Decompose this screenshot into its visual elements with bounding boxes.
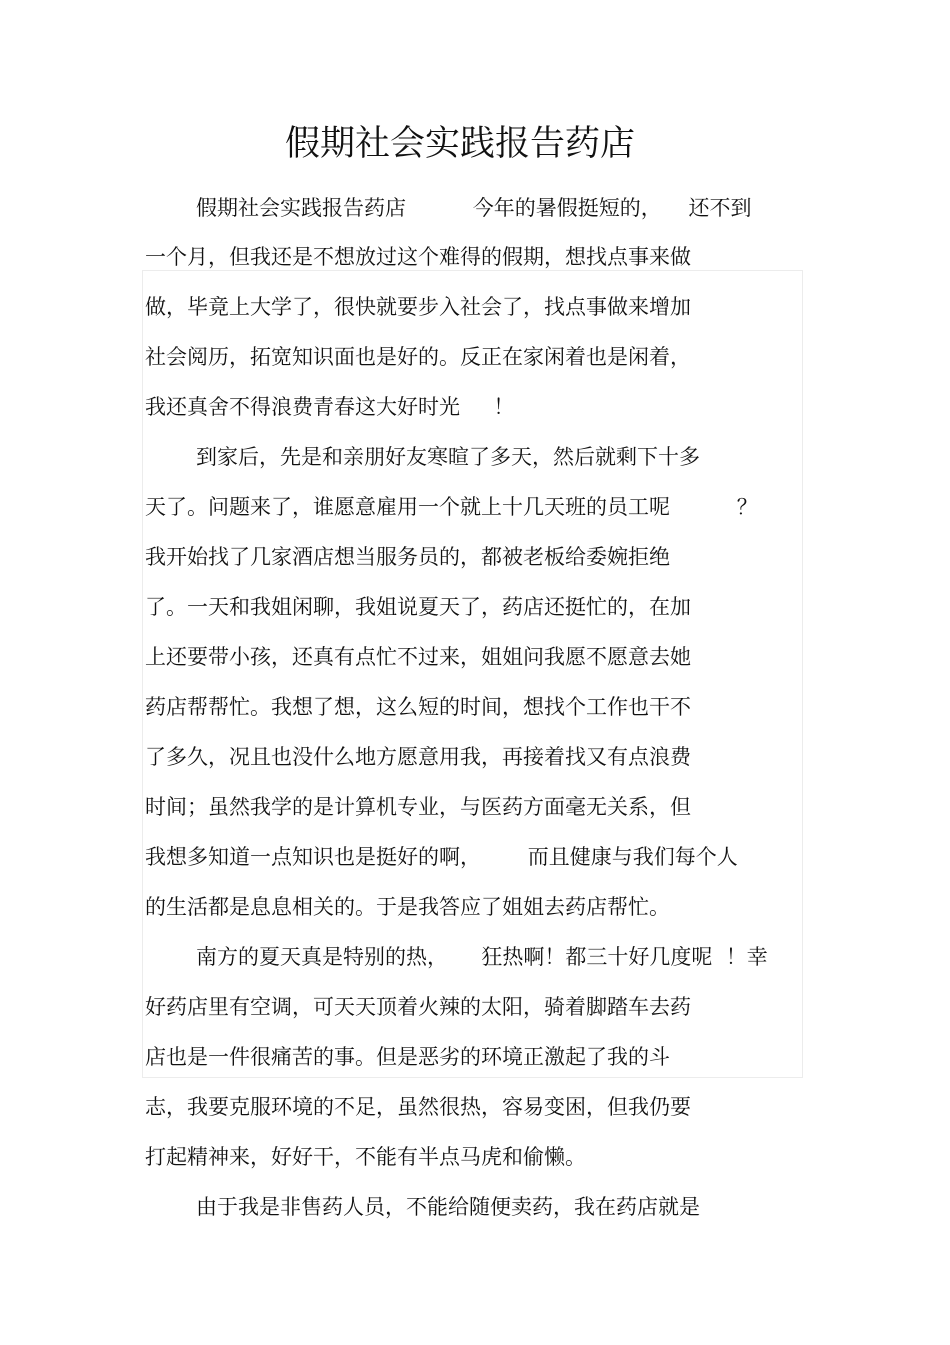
paragraph-line: 到家后，先是和亲朋好友寒暄了多天，然后就剩下十多 — [196, 445, 700, 469]
paragraph-line: 上还要带小孩，还真有点忙不过来，姐姐问我愿不愿意去她 — [145, 645, 691, 669]
paragraph-line: 我想多知道一点知识也是挺好的啊， 而且健康与我们每个人 — [145, 845, 738, 869]
paragraph-line: 我还真舍不得浪费青春这大好时光 ！ — [145, 395, 515, 419]
paragraph-line: 药店帮帮忙。我想了想，这么短的时间，想找个工作也干不 — [145, 695, 691, 719]
paragraph-line: 南方的夏天真是特别的热， 狂热啊！都三十好几度呢 ！幸 — [196, 945, 768, 969]
paragraph-line: 了。一天和我姐闲聊，我姐说夏天了，药店还挺忙的，在加 — [145, 595, 691, 619]
paragraph-line: 我开始找了几家酒店想当服务员的，都被老板给委婉拒绝 — [145, 545, 670, 569]
paragraph-line: 好药店里有空调，可天天顶着火辣的太阳，骑着脚踏车去药 — [145, 995, 691, 1019]
paragraph-line: 店也是一件很痛苦的事。但是恶劣的环境正激起了我的斗 — [145, 1045, 670, 1069]
paragraph-line: 一个月，但我还是不想放过这个难得的假期，想找点事来做 — [145, 245, 691, 269]
paragraph-line: 志，我要克服环境的不足，虽然很热，容易变困，但我仍要 — [145, 1095, 691, 1119]
paragraph-line: 由于我是非售药人员，不能给随便卖药，我在药店就是 — [196, 1195, 700, 1219]
paragraph-line: 的生活都是息息相关的。于是我答应了姐姐去药店帮忙。 — [145, 895, 670, 919]
paragraph-line: 社会阅历，拓宽知识面也是好的。反正在家闲着也是闲着， — [145, 345, 691, 369]
paragraph-line: 做，毕竟上大学了，很快就要步入社会了，找点事做来增加 — [145, 295, 691, 319]
paragraph-line: 假期社会实践报告药店 今年的暑假挺短的， 还不到 — [196, 196, 752, 220]
paragraph-line: 了多久，况且也没什么地方愿意用我，再接着找又有点浪费 — [145, 745, 691, 769]
paragraph-line: 时间；虽然我学的是计算机专业，与医药方面毫无关系，但 — [145, 795, 691, 819]
paragraph-line: 天了。问题来了，谁愿意雇用一个就上十几天班的员工呢 ？ — [145, 495, 758, 519]
document-title: 假期社会实践报告药店 — [284, 124, 635, 164]
paragraph-line: 打起精神来，好好干，不能有半点马虎和偷懒。 — [145, 1145, 586, 1169]
